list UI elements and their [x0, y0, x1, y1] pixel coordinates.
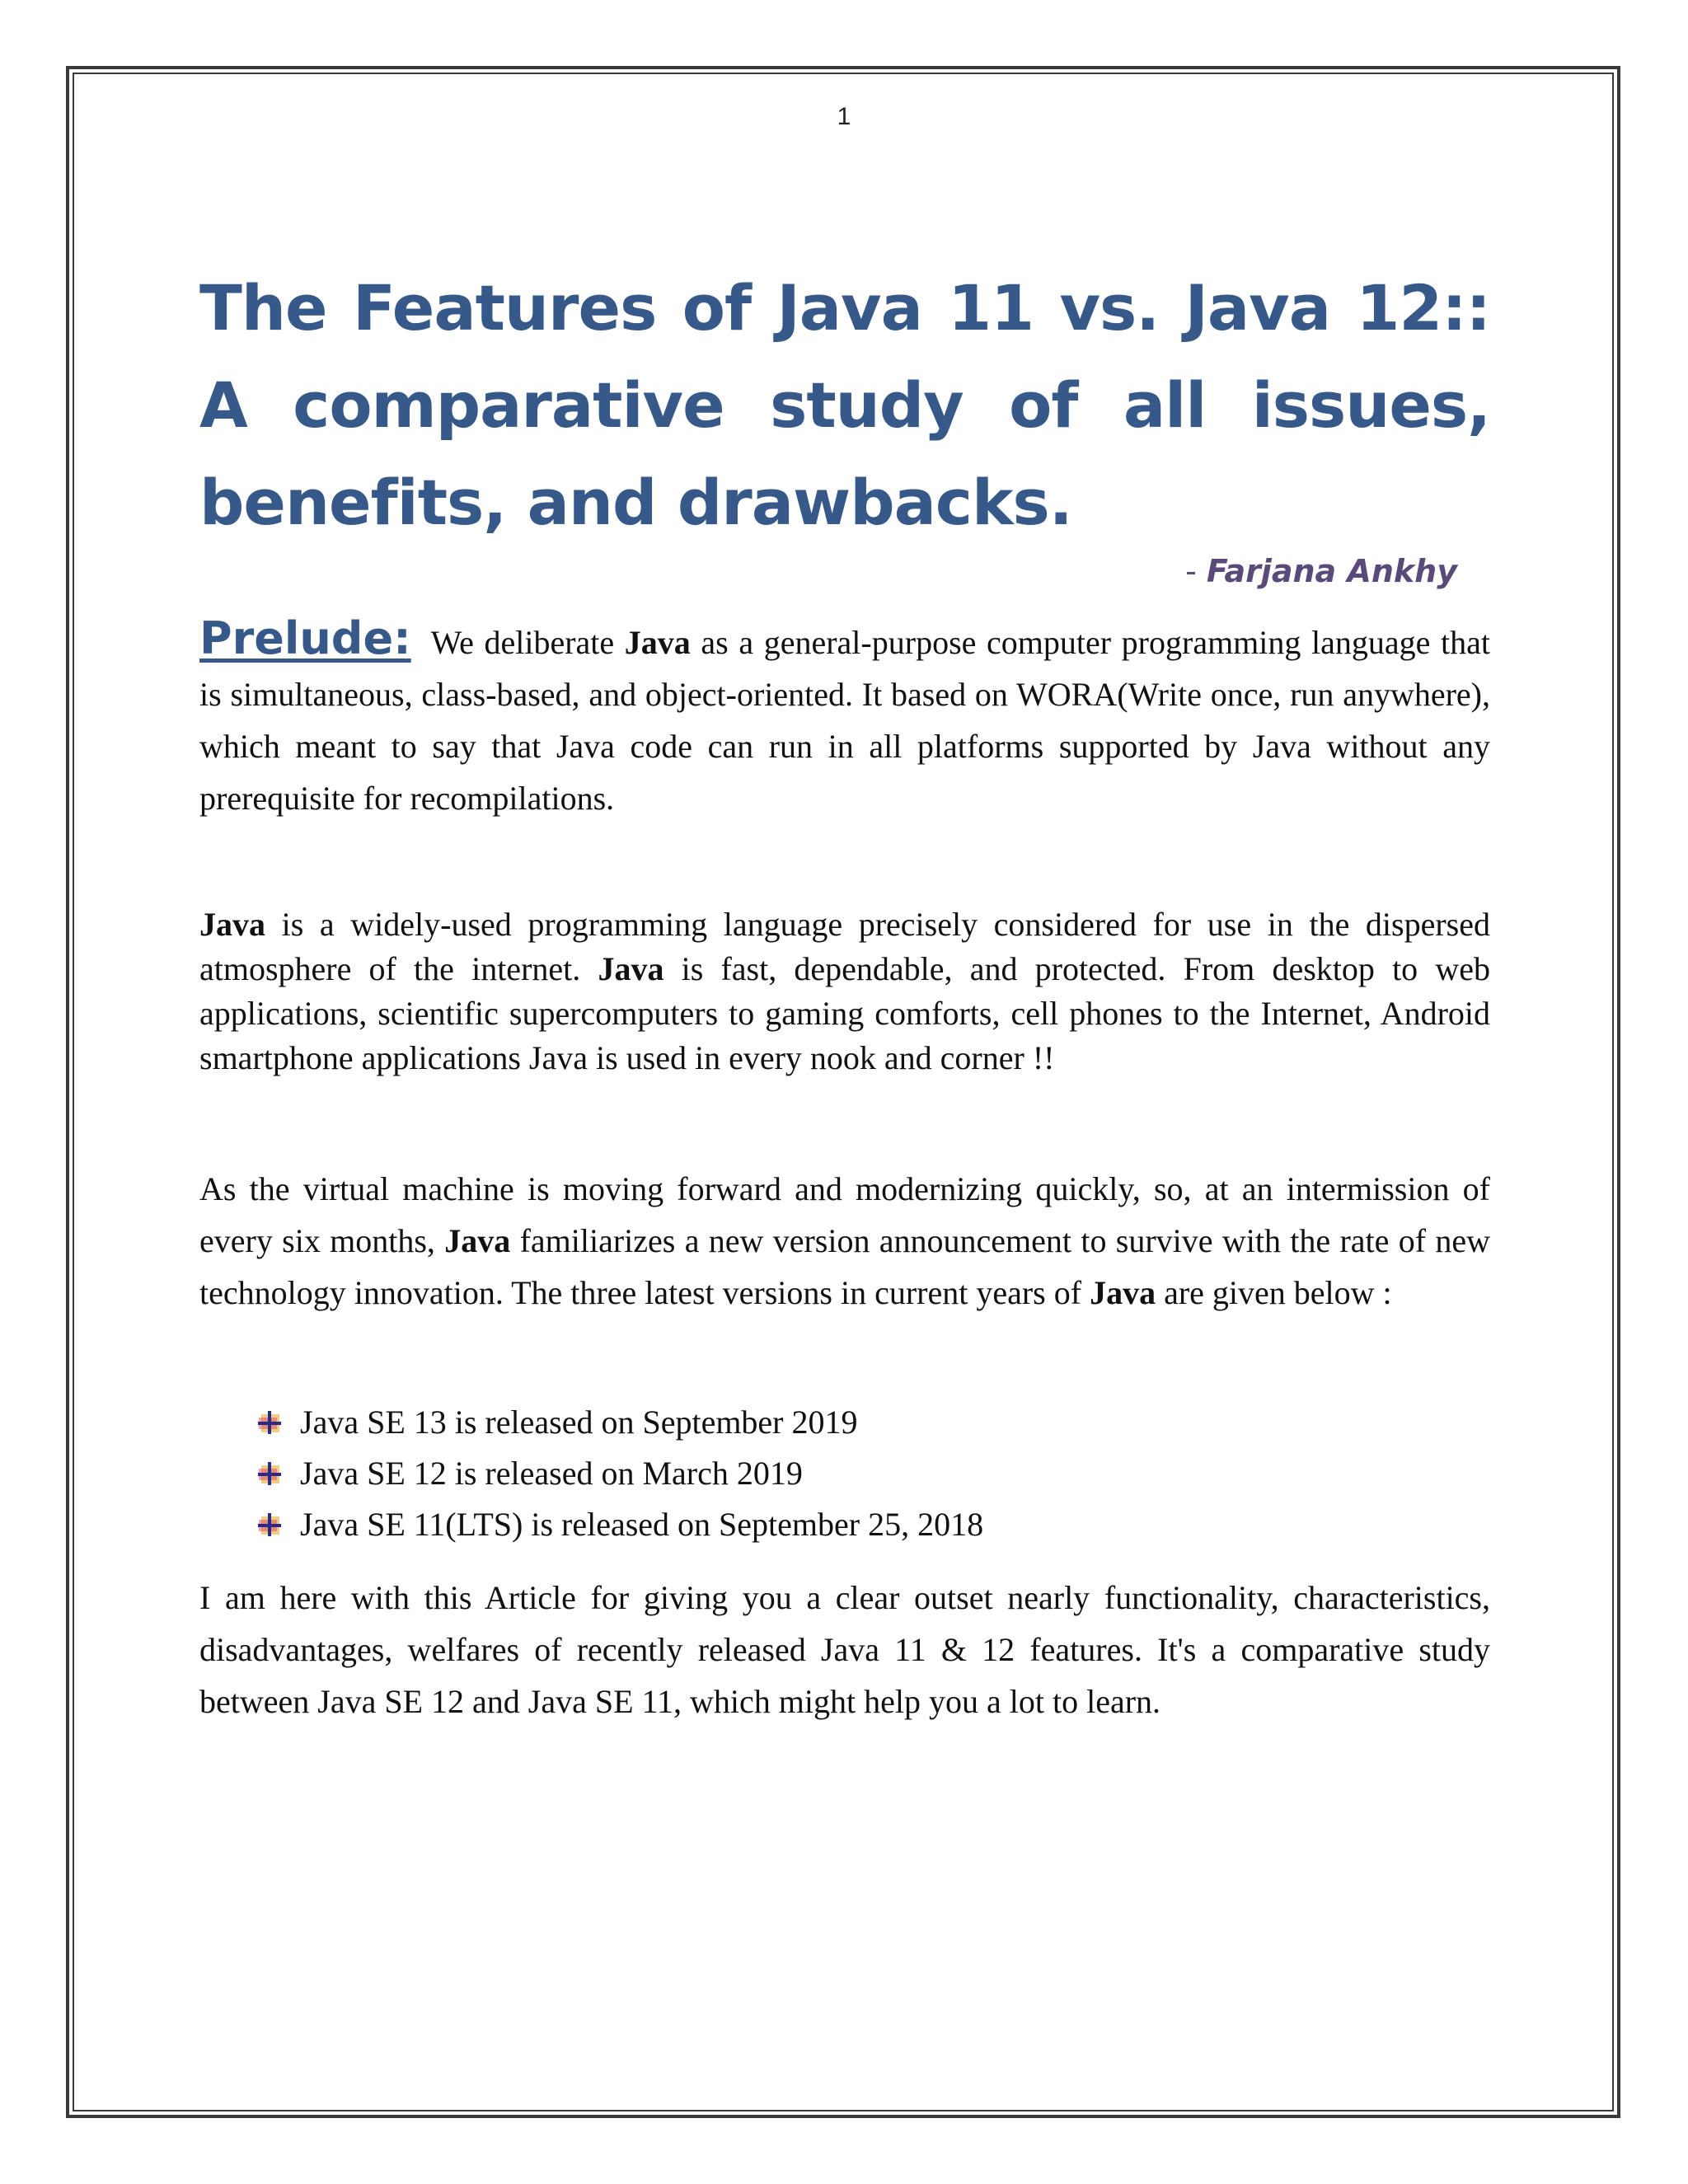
overview-bold-java-2: Java	[598, 950, 664, 987]
plus-bullet-icon	[257, 1512, 282, 1537]
overview-text-2: is fast, dependable, and protected. From desktop to web applications, scientific supercomputers to gaming comforts, cell phones to the Internet, Android smartphone applications Java is used in every nook and corner !!	[199, 950, 1490, 1076]
author-prefix: -	[1185, 553, 1207, 589]
versions-text-3: are given below :	[1156, 1274, 1392, 1311]
versions-bold-java-2: Java	[1090, 1274, 1156, 1311]
java-overview-paragraph	[199, 902, 1490, 1080]
page-number: 1	[837, 103, 851, 130]
list-item	[257, 1499, 1490, 1550]
prelude-text-1: We deliberate	[420, 624, 625, 661]
versions-intro-paragraph	[199, 1163, 1490, 1319]
prelude-paragraph	[199, 612, 1490, 824]
release-item-text: Java SE 11(LTS) is released on September 25, 2018	[300, 1506, 984, 1543]
overview-bold-java-1: Java	[199, 906, 265, 943]
prelude-bold-java: Java	[624, 624, 691, 661]
list-item	[257, 1448, 1490, 1499]
author-line	[199, 553, 1457, 589]
prelude-text-2: as a general-purpose computer programming language that is simultaneous, class-based, and object-oriented. It based on WORA(Write once, run anywhere), which meant to say that Java code can run in all platforms supported by Java without any prerequisite for recompilations.	[199, 624, 1491, 817]
document-title: The Features of Java 11 vs. Java 12:: A comparative study of all issues, benefits, and drawbacks.	[199, 271, 1490, 539]
versions-text-1: As the virtual machine is moving forward and modernizing quickly, so, at an intermission of every six months,	[199, 1170, 1490, 1259]
versions-bold-java-1: Java	[444, 1222, 511, 1259]
versions-text-2: familiarizes a new version announcement to survive with the rate of new technology innovation. The three latest versions in current years of	[199, 1222, 1490, 1311]
plus-bullet-icon	[257, 1461, 282, 1486]
plus-bullet-icon	[257, 1410, 282, 1435]
prelude-heading: Prelude:	[199, 612, 411, 664]
author-name: Farjana Ankhy	[1206, 553, 1457, 589]
list-item	[257, 1397, 1490, 1448]
release-item-text: Java SE 13 is released on September 2019	[300, 1404, 858, 1441]
article-purpose-paragraph: I am here with this Article for giving you a clear outset nearly functionality, characteristics, disadvantages, welfares of recently released Java 11 & 12 features. It's a comparative study between Java SE 12 and Java SE 11, which might help you a lot to learn.	[199, 1579, 1490, 1720]
release-item-text: Java SE 12 is released on March 2019	[300, 1455, 803, 1492]
overview-text-1: is a widely-used programming language precisely considered for use in the dispersed atmosphere of the internet.	[199, 906, 1490, 987]
document-body	[199, 260, 1490, 1727]
release-list	[257, 1397, 1490, 1550]
